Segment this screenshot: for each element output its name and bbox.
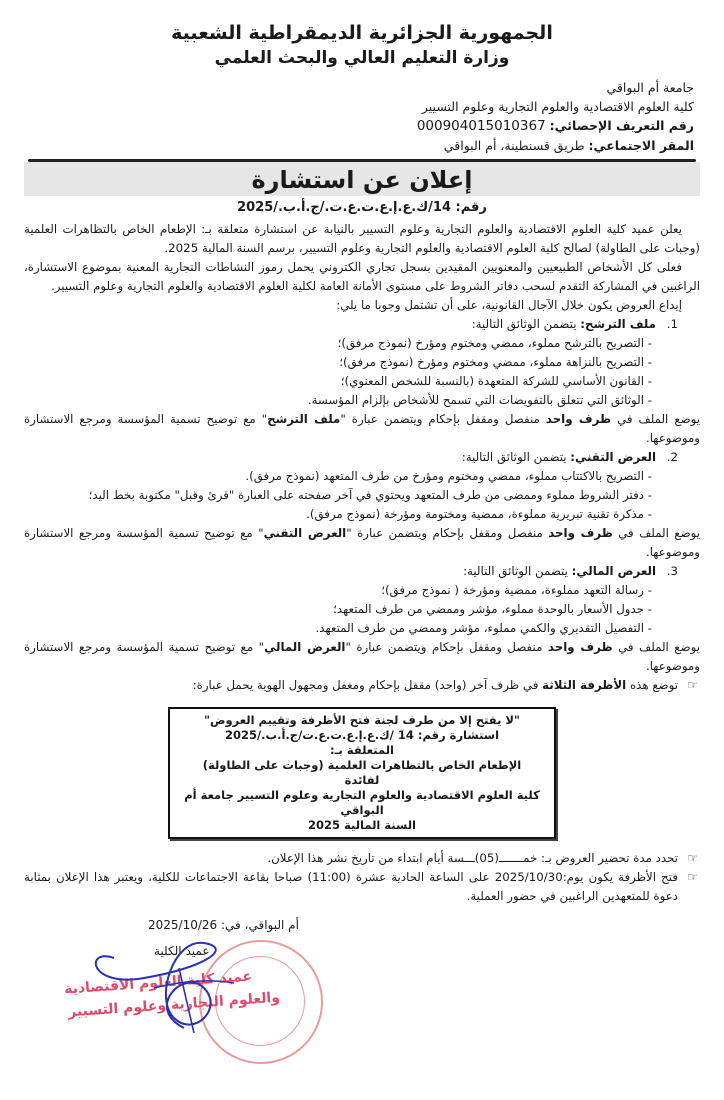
section-title: ملف الترشح: <box>580 317 656 331</box>
section-closing <box>24 638 700 676</box>
closing-text: منفصل ومقفل بإحكام ويتضمن عبارة " <box>345 640 543 654</box>
envelope-label-box <box>168 707 556 839</box>
place-date: أم البواقي، في: 2025/10/26 <box>148 918 299 932</box>
address <box>24 136 700 155</box>
box-line-reference: استشارة رقم: 14 /ك.ع.إ.ع.ت.ع.ت/ج.أ.ب./2025 <box>224 728 500 742</box>
section-closing <box>24 410 700 448</box>
address-label: المقر الاجتماعي: <box>588 138 694 153</box>
list-item: - دفتر الشروط مملوء وممضى من طرف المتعهد ويحتوي في آخر صفحته على العبارة "قرئ وقبل" مكتوبة بخط اليد؛ <box>24 486 700 505</box>
closing-text: منفصل ومقفل بإحكام ويتضمن عبارة " <box>340 412 540 426</box>
stamp-line-1: عميد كلية العلوم الاقتصادية <box>63 968 253 998</box>
list-item: - رسالة التعهد مملوءة، ممضية ومؤرخة ( نموذج مرفق)؛ <box>24 581 700 600</box>
announcement-body <box>24 220 700 695</box>
republic-header: الجمهورية الجزائرية الديمقراطية الشعبية <box>171 22 553 44</box>
university-name: جامعة أم البواقي <box>606 80 694 95</box>
box-line-for-benefit: لفائدة <box>344 773 380 787</box>
list-item: - القانون الأساسي للشركة المتعهدة (بالنسبة للشخص المعنوي)؛ <box>24 372 700 391</box>
envelope-bold: الأظرفة الثلاثة <box>542 678 627 692</box>
section-subtitle: يتضمن الوثائق التالية: <box>471 317 577 331</box>
box-line-fiscal-year: السنة المالية 2025 <box>308 818 416 832</box>
section-financial-offer <box>24 562 700 676</box>
deposit-intro: إيداع العروض يكون خلال الآجال القانونية، على أن تشتمل وجوبا ما يلي: <box>336 298 682 312</box>
box-line-concerning: المتعلقة بـ: <box>330 743 394 757</box>
list-item: - التصريح بالترشح مملوء، ممضي ومختوم ومؤرخ (نموذج مرفق)؛ <box>24 334 700 353</box>
ministry-header: وزارة التعليم العالي والبحث العلمي <box>214 48 510 68</box>
signature-stroke <box>96 943 216 1028</box>
pointing-hand-icon: ☞ <box>687 851 698 865</box>
stamp-line-2: والعلوم التجارية وعلوم التسيير <box>67 989 281 1021</box>
note-opening <box>24 868 700 906</box>
closing-bold-label: العرض المالي <box>264 640 346 654</box>
closing-text: " مع توضيح تسمية المؤسسة ومرجع الاستشارة وموضوعها. <box>24 526 700 559</box>
signatory-title: عميد الكلية <box>154 944 210 958</box>
section-title: العرض المالي: <box>571 564 656 578</box>
list-item: - جدول الأسعار بالوحدة مملوء، مؤشر وممضي من طرف المتعهد؛ <box>24 600 700 619</box>
faculty-name: كلية العلوم الاقتصادية والعلوم التجارية وعلوم التسيير <box>421 99 694 114</box>
section-number: 1. <box>666 317 678 331</box>
section-number: 2. <box>666 450 678 464</box>
closing-bold-label: العرض التقني <box>263 526 347 540</box>
pointing-hand-icon: ☞ <box>687 870 698 884</box>
title-banner <box>24 162 700 196</box>
section-title: العرض التقني: <box>570 450 656 464</box>
closing-bold-envelope: ظرف واحد <box>547 640 613 654</box>
list-item: - مذكرة تقنية تبريرية مملوءة، ممضية ومختومة ومؤرخة (نموذج مرفق). <box>24 505 700 524</box>
section-subtitle: يتضمن الوثائق التالية: <box>463 564 568 578</box>
closing-text: " مع توضيح تسمية المؤسسة ومرجع الاستشارة وموضوعها. <box>24 412 700 445</box>
list-item: - التصريح بالنزاهة مملوء، ممضي ومختوم ومؤرخ (نموذج مرفق)؛ <box>24 353 700 372</box>
section-subtitle: يتضمن الوثائق التالية: <box>461 450 567 464</box>
handwritten-signature <box>84 938 254 1048</box>
announcement-title: إعلان عن استشارة <box>251 166 473 194</box>
intro-paragraph-2: فعلى كل الأشخاص الطبيعيين والمعنويين المقيدين بسجل تجاري الكتروني يحمل رموز النشاطات التجارية المعنية بموضوع الاستشارة، الراغبين في المشاركة التقدم لسحب دفاتر الشروط على مستوى الأمانة العامة لكلية العلوم الاقتصادية والعلوم التجارية وعلوم التسيير. <box>24 260 700 293</box>
closing-bold-label: ملف الترشح <box>267 412 341 426</box>
section-candidacy-file <box>24 315 700 448</box>
envelope-text: في ظرف آخر (واحد) مقفل بإحكام ومغفل ومجهول الهوية يحمل عبارة: <box>192 678 539 692</box>
address-value: طريق قسنطينة، أم البواقي <box>443 138 585 153</box>
closing-text: يوضع الملف في <box>618 526 700 540</box>
intro-paragraph-1: يعلن عميد كلية العلوم الاقتصادية والعلوم التجارية وعلوم التسيير بالنيابة عن استشارة متعلقة بـ: الإطعام الخاص بالتظاهرات العلمية (وجبات على الطاولة) لصالح كلية العلوم الاقتصادية والعلوم التجارية وعلوم التسيير، برسم السنة المالية 2025. <box>24 222 700 255</box>
stat-id-label: رقم التعريف الإحصائي: <box>549 118 694 133</box>
closing-bold-envelope: ظرف واحد <box>548 526 613 540</box>
note-duration <box>24 849 700 868</box>
box-line-subject: الإطعام الخاص بالتظاهرات العلمية (وجبات على الطاولة) <box>202 758 522 772</box>
envelope-text: توضع هذه <box>629 678 678 692</box>
stat-id-value: 000904015010367 <box>416 118 546 134</box>
announcement-reference: رقم: 14/ك.ع.إ.ع.ت.ع.ت./ج.أ.ب./2025 <box>237 200 487 215</box>
box-line-faculty: كلية العلوم الاقتصادية والعلوم التجارية وعلوم التسيير جامعة أم البواقي <box>184 788 540 817</box>
closing-bold-envelope: ظرف واحد <box>545 412 612 426</box>
closing-text: " مع توضيح تسمية المؤسسة ومرجع الاستشارة وموضوعها. <box>24 640 700 673</box>
closing-text: منفصل ومقفل بإحكام ويتضمن عبارة " <box>346 526 543 540</box>
section-technical-offer <box>24 448 700 562</box>
pointing-hand-icon: ☞ <box>687 678 698 692</box>
envelope-instruction <box>24 676 700 695</box>
note-duration-text: تحدد مدة تحضير العروض بـ: خمـــــــ(05)ـــسة أيام ابتداء من تاريخ نشر هذا الإعلان. <box>267 851 678 865</box>
closing-text: يوضع الملف في <box>618 640 700 654</box>
list-item: - التفصيل التقديري والكمي مملوء، مؤشر وممضي من طرف المتعهد. <box>24 619 700 638</box>
box-line-do-not-open: "لا يفتح إلا من طرف لجنة فتح الأظرفة وتقييم العروض" <box>204 713 520 727</box>
notes <box>24 849 700 906</box>
list-item: - التصريح بالاكتتاب مملوء، ممضي ومختوم ومؤرخ من طرف المتعهد (نموذج مرفق). <box>24 467 700 486</box>
signature-block <box>24 916 700 1076</box>
note-opening-text: فتح الأظرفة يكون يوم:2025/10/30 على الساعة الحادية عشرة (11:00) صباحا بقاعة الاجتماعات للكلية، ويعتبر هذا الإعلان بمثابة دعوة للمتعهدين الراغبين في حضور العملية. <box>24 870 678 903</box>
section-closing <box>24 524 700 562</box>
section-number: 3. <box>666 564 678 578</box>
closing-text: يوضع الملف في <box>617 412 700 426</box>
list-item: - الوثائق التي تتعلق بالتفويضات التي تسمح للأشخاص بإلزام المؤسسة. <box>24 391 700 410</box>
stat-id <box>24 116 700 136</box>
